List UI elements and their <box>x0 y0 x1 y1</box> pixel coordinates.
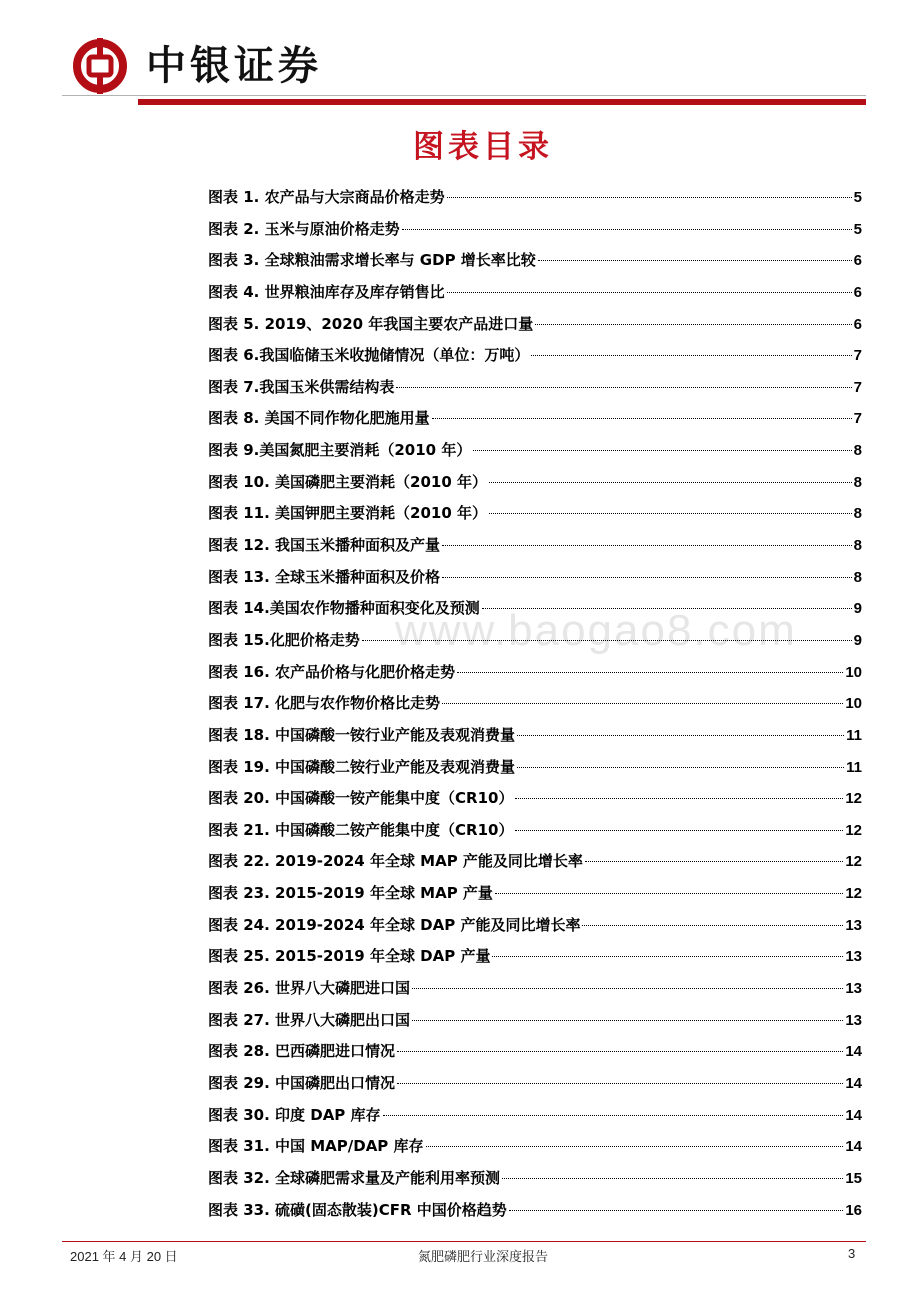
toc-entry-label: 图表 29. 中国磷肥出口情况 <box>208 1073 396 1092</box>
toc-entry-label: 图表 5. 2019、2020 年我国主要农产品进口量 <box>208 314 534 333</box>
toc-entry[interactable] <box>208 562 862 594</box>
watermark: www.baogao8.com <box>395 606 797 655</box>
toc-entry[interactable] <box>208 245 862 277</box>
toc-entry-label: 图表 19. 中国磷酸二铵行业产能及表观消费量 <box>208 757 516 776</box>
toc-entry-page: 12 <box>845 821 862 839</box>
footer-report-title: 氮肥磷肥行业深度报告 <box>417 1250 548 1265</box>
toc-entry-label: 图表 8. 美国不同作物化肥施用量 <box>208 409 430 428</box>
footer-page-number: 3 <box>848 1246 856 1261</box>
toc-leader-dots <box>489 513 852 514</box>
toc-entry-page: 13 <box>845 948 862 966</box>
toc-entry-page: 5 <box>853 220 862 238</box>
toc-entry[interactable] <box>208 403 862 435</box>
page-header <box>0 0 920 110</box>
toc-entry-label: 图表 9.美国氮肥主要消耗（2010 年） <box>208 441 472 460</box>
toc-leader-dots <box>412 1020 843 1021</box>
toc-leader-dots <box>442 577 852 578</box>
toc-entry-label: 图表 25. 2015-2019 年全球 DAP 产量 <box>208 947 491 966</box>
toc-entry-page: 13 <box>845 916 862 934</box>
toc-entry[interactable] <box>208 214 862 246</box>
toc-entry[interactable] <box>208 498 862 530</box>
toc-leader-dots <box>426 1146 844 1147</box>
toc-entry-page: 14 <box>845 1074 862 1092</box>
toc-entry-page: 12 <box>845 885 862 903</box>
toc-entry-label: 图表 2. 玉米与原油价格走势 <box>208 219 400 238</box>
toc-entry-label: 图表 20. 中国磷酸一铵产能集中度（CR10） <box>208 789 514 808</box>
toc-entry-label: 图表 6.我国临储玉米收抛储情况（单位：万吨） <box>208 346 530 365</box>
toc-entry-label: 图表 1. 农产品与大宗商品价格走势 <box>208 188 445 206</box>
toc-entry[interactable] <box>208 182 862 214</box>
toc-entry-page: 15 <box>845 1169 862 1187</box>
toc-leader-dots <box>402 229 852 230</box>
toc-leader-dots <box>489 482 852 483</box>
toc-leader-dots <box>531 355 851 356</box>
toc-entry[interactable] <box>208 720 862 752</box>
toc-leader-dots <box>515 830 843 831</box>
toc-entry-page: 6 <box>853 252 862 270</box>
toc-leader-dots <box>517 735 844 736</box>
toc-entry[interactable] <box>208 625 862 657</box>
toc-entry-label: 图表 30. 印度 DAP 库存 <box>208 1105 381 1124</box>
toc-entry-page: 12 <box>845 853 862 871</box>
toc-entry-label: 图表 18. 中国磷酸一铵行业产能及表观消费量 <box>208 725 516 744</box>
toc-entry[interactable] <box>208 688 862 720</box>
toc-entry-page: 12 <box>845 790 862 808</box>
header-accent-bar <box>138 99 866 105</box>
toc-entry-page: 14 <box>845 1043 862 1061</box>
toc-leader-dots <box>482 608 852 609</box>
toc-entry[interactable] <box>208 657 862 689</box>
toc-entry[interactable] <box>208 309 862 341</box>
toc-entry-page: 10 <box>845 695 862 713</box>
toc-entry-page: 8 <box>853 442 862 460</box>
toc-leader-dots <box>492 956 843 957</box>
toc-entry-label: 图表 13. 全球玉米播种面积及价格 <box>208 567 441 586</box>
toc-entry[interactable] <box>208 530 862 562</box>
toc-entry[interactable] <box>208 910 862 942</box>
bank-of-china-logo-icon <box>72 38 128 94</box>
toc-entry-label: 图表 10. 美国磷肥主要消耗（2010 年） <box>208 472 487 491</box>
toc-entry[interactable] <box>208 435 862 467</box>
toc-leader-dots <box>515 798 843 799</box>
toc-entry-page: 13 <box>845 980 862 998</box>
footer-divider <box>62 1241 866 1242</box>
page-title: 图表目录 <box>413 129 553 165</box>
toc-entry-label: 图表 3. 全球粮油需求增长率与 GDP 增长率比较 <box>208 251 536 270</box>
toc-entry-page: 13 <box>845 1011 862 1029</box>
toc-entry-page: 7 <box>853 410 862 428</box>
toc-entry-page: 16 <box>845 1201 862 1219</box>
toc-entry[interactable] <box>208 277 862 309</box>
brand-name: 中银证券 <box>146 42 322 89</box>
toc-entry[interactable] <box>208 1100 862 1132</box>
toc-entry-label: 图表 24. 2019-2024 年全球 DAP 产能及同比增长率 <box>208 915 581 934</box>
toc-entry[interactable] <box>208 783 862 815</box>
toc-entry-label: 图表 23. 2015-2019 年全球 MAP 产量 <box>208 884 493 903</box>
toc-entry[interactable] <box>208 1131 862 1163</box>
toc-entry-page: 8 <box>853 568 862 586</box>
toc-entry[interactable] <box>208 1005 862 1037</box>
toc-leader-dots <box>473 450 851 451</box>
toc-entry-page: 5 <box>853 189 862 206</box>
toc-leader-dots <box>585 861 843 862</box>
toc-entry-page: 8 <box>853 505 862 523</box>
toc-entry[interactable] <box>208 1036 862 1068</box>
toc-entry-label: 图表 22. 2019-2024 年全球 MAP 产能及同比增长率 <box>208 852 583 871</box>
toc-leader-dots <box>383 1115 844 1116</box>
toc-entry[interactable] <box>208 372 862 404</box>
toc-entry[interactable] <box>208 878 862 910</box>
toc-entry[interactable] <box>208 752 862 784</box>
toc-entry-label: 图表 31. 中国 MAP/DAP 库存 <box>208 1137 424 1156</box>
toc-entry-page: 9 <box>853 600 862 618</box>
toc-entry-label: 图表 7.我国玉米供需结构表 <box>208 377 395 396</box>
toc-leader-dots <box>535 324 851 325</box>
toc-entry-page: 6 <box>853 315 862 333</box>
toc-entry-label: 图表 28. 巴西磷肥进口情况 <box>208 1042 396 1061</box>
toc-entry-page: 10 <box>845 663 862 681</box>
toc-entry-page: 14 <box>845 1106 862 1124</box>
toc-leader-dots <box>396 387 851 388</box>
toc-entry[interactable] <box>208 815 862 847</box>
toc-entry[interactable] <box>208 593 862 625</box>
toc-entry-label: 图表 17. 化肥与农作物价格比走势 <box>208 694 441 713</box>
toc-entry-label: 图表 11. 美国钾肥主要消耗（2010 年） <box>208 504 487 523</box>
toc-entry-label: 图表 4. 世界粮油库存及库存销售比 <box>208 282 445 301</box>
toc-leader-dots <box>432 418 852 419</box>
toc-leader-dots <box>517 767 844 768</box>
table-of-figures <box>208 182 862 1226</box>
footer-date: 2021 年 4 月 20 日 <box>70 1249 178 1264</box>
toc-leader-dots <box>509 1210 844 1211</box>
toc-entry-label: 图表 32. 全球磷肥需求量及产能利用率预测 <box>208 1168 501 1187</box>
toc-leader-dots <box>495 893 843 894</box>
toc-entry-label: 图表 33. 硫磺(固态散装)CFR 中国价格趋势 <box>208 1200 507 1219</box>
toc-entry-page: 7 <box>853 378 862 396</box>
toc-entry-page: 6 <box>853 283 862 301</box>
toc-leader-dots <box>447 197 852 198</box>
toc-entry[interactable] <box>208 846 862 878</box>
toc-entry-label: 图表 15.化肥价格走势 <box>208 630 360 649</box>
toc-entry[interactable] <box>208 1163 862 1195</box>
toc-leader-dots <box>538 260 852 261</box>
toc-leader-dots <box>412 988 843 989</box>
toc-entry[interactable] <box>208 941 862 973</box>
toc-leader-dots <box>442 703 843 704</box>
toc-entry-page: 11 <box>846 758 862 776</box>
header-divider <box>62 95 866 96</box>
toc-entry-label: 图表 12. 我国玉米播种面积及产量 <box>208 536 441 555</box>
toc-entry-page: 14 <box>845 1138 862 1156</box>
toc-entry-page: 11 <box>846 726 862 744</box>
toc-entry[interactable] <box>208 467 862 499</box>
toc-leader-dots <box>397 1051 843 1052</box>
toc-entry-label: 图表 26. 世界八大磷肥进口国 <box>208 979 411 998</box>
toc-leader-dots <box>447 292 852 293</box>
toc-leader-dots <box>397 1083 843 1084</box>
toc-leader-dots <box>457 672 843 673</box>
toc-entry[interactable] <box>208 973 862 1005</box>
toc-leader-dots <box>582 925 843 926</box>
toc-entry-label: 图表 21. 中国磷酸二铵产能集中度（CR10） <box>208 820 514 839</box>
toc-entry-page: 8 <box>853 473 862 491</box>
toc-leader-dots <box>502 1178 843 1179</box>
toc-leader-dots <box>442 545 852 546</box>
toc-entry-page: 9 <box>853 631 862 649</box>
toc-leader-dots <box>362 640 852 641</box>
toc-entry[interactable] <box>208 340 862 372</box>
toc-entry[interactable] <box>208 1068 862 1100</box>
toc-entry-label: 图表 27. 世界八大磷肥出口国 <box>208 1010 411 1029</box>
toc-entry-label: 图表 16. 农产品价格与化肥价格走势 <box>208 662 456 681</box>
toc-entry-page: 7 <box>853 347 862 365</box>
toc-entry[interactable] <box>208 1195 862 1227</box>
toc-entry-label: 图表 14.美国农作物播种面积变化及预测 <box>208 599 480 618</box>
toc-entry-page: 8 <box>853 537 862 555</box>
